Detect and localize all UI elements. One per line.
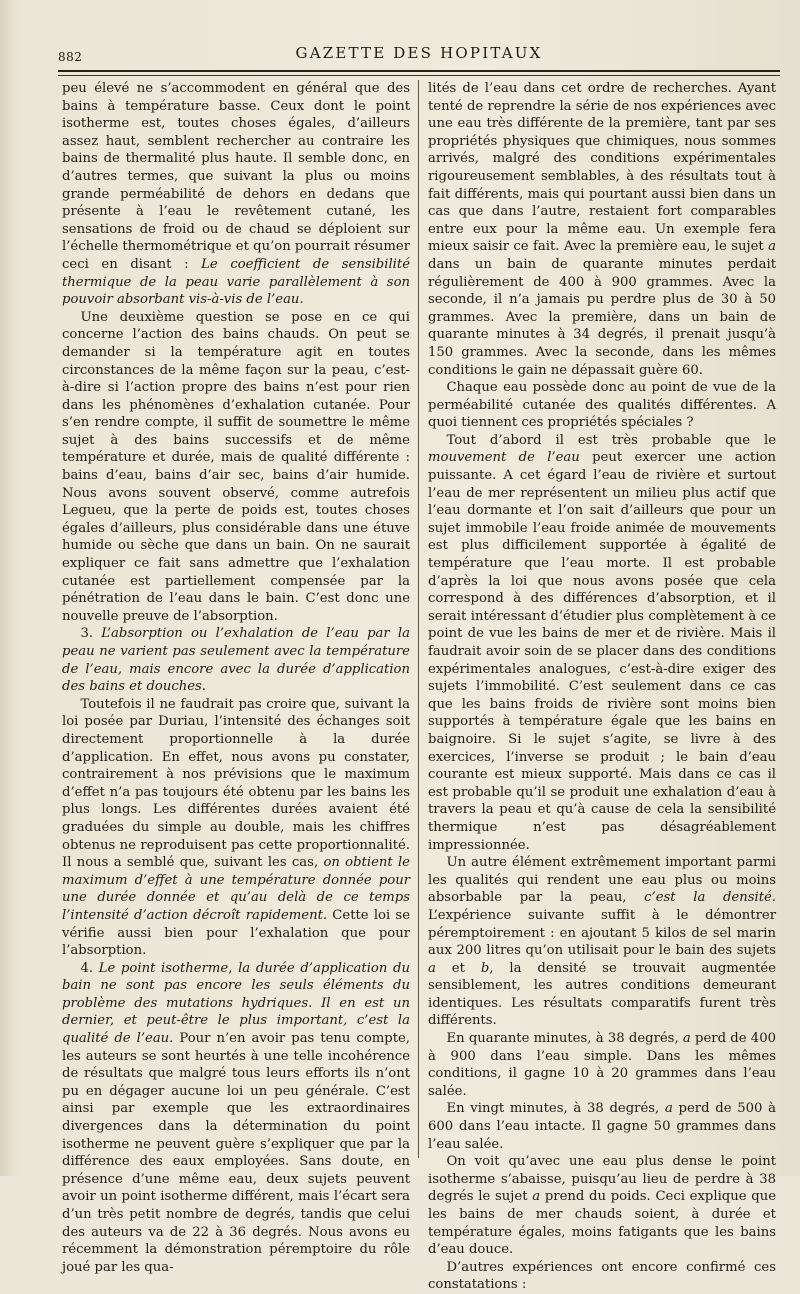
- left-column: [62, 80, 410, 1275]
- text-run: lités de l’eau dans cet ordre de recherches. Ayant tenté de reprendre la série de nos expériences avec une eau très différente de la première, tant par ses propriétés physiques que chimiques, nous sommes arrivés, malgré des conditions expérimentales rigoureusement semblables, à des résultats tout à fait différents, mais qui pourtant aussi bien dans un cas que dans l’autre, restaient fort comparables entre eux pour la même eau. Un exemple fera mieux saisir ce fait. Avec la première eau, le sujet: [428, 81, 776, 255]
- text-run: Tout d’abord il est très probable que le: [446, 432, 776, 448]
- italic-text: mouvement de l’eau: [428, 450, 580, 466]
- italic-text: Le point isotherme: [98, 960, 229, 976]
- text-run: Cette loi se vérifie aussi bien pour l’exhalation que pour l’absorption.: [62, 907, 410, 959]
- text-run: Un autre élément extrêmement important parmi les qualités qui rendent une eau plus ou moins absorbable par la peau,: [428, 855, 776, 906]
- italic-text: la durée d’application du bain ne sont pas encore les seuls éléments du problème des mutations hydriques. Il en est un dernier, et peut-être le plus important, c’est la qualité de l’eau.: [62, 960, 410, 1047]
- italic-text: a: [682, 1031, 691, 1047]
- text-run: On voit qu’avec une eau plus dense le point isotherme s’abaisse, puisqu’au lieu de perdre à 38 degrés le sujet: [428, 1154, 776, 1205]
- italic-text: Le coefficient de sensibilité thermique de la peau varie parallèlement à son pouvoir absorbant vis-à-vis de l’eau.: [62, 256, 410, 308]
- italic-text: a: [532, 1189, 541, 1205]
- page-number: 882: [58, 50, 83, 64]
- paragraph: [428, 379, 776, 432]
- page-header: [58, 44, 780, 68]
- running-title: GAZETTE DES HOPITAUX: [295, 44, 543, 62]
- paragraph: [428, 854, 776, 1030]
- paragraph: [428, 1030, 776, 1100]
- text-run: Chaque eau possède donc au point de vue de la perméabilité cutanée des qualités différentes. A quoi tiennent ces propriétés spéciales ?: [428, 380, 776, 431]
- text-run: 3.: [80, 626, 102, 642]
- italic-text: a: [664, 1101, 673, 1117]
- paragraph: [62, 80, 410, 309]
- text-run: dans un bain de quarante minutes perdait régulièrement de 400 à 900 grammes. Avec la seconde, il n’a jamais pu perdre plus de 30 à 50 grammes. Avec la première, dans un bain de quarante minutes à 34 degrés, il prenait jusqu’à 150 grammes. Avec la seconde, dans les mêmes conditions le gain ne dépassait guère 60.: [428, 256, 776, 378]
- text-run: ,: [228, 960, 239, 976]
- text-run: et: [435, 960, 481, 976]
- text-run: perd de 500 à 600 dans l’eau intacte. Il gagne 50 grammes dans l’eau salée.: [428, 1101, 776, 1152]
- italic-text: a: [768, 239, 776, 255]
- text-run: L’expérience suivante suffit à le démontrer péremptoirement : en ajoutant 5 kilos de sel marin aux 200 litres qu’on utilisait pour le bain des sujets: [428, 907, 776, 959]
- text-run: prend du poids. Ceci explique que les bains de mer chauds soient, à durée et température égales, moins fatigants que les bains d’eau douce.: [428, 1189, 776, 1258]
- paragraph: [428, 432, 776, 854]
- text-run: Toutefois il ne faudrait pas croire que, suivant la loi posée par Duriau, l’intensité des échanges soit directement proportionnelle à la durée d’application. En effet, nous avons pu constater, contrairement à nos prévisions que le maximum d’effet n’a pas toujours été obtenu par les bains les plus longs. Les différentes durées avaient été graduées du simple au double, mais les chiffres obtenus ne reproduisent pas cette proportionnalité. Il nous a semblé que, suivant les cas,: [62, 696, 410, 871]
- paragraph: [428, 1153, 776, 1259]
- text-run: peut exercer une action puissante. A cet égard l’eau de rivière et surtout l’eau de mer représentent un milieu plus actif que l’eau dormante et l’on sait d’ailleurs que pour un sujet immobile l’eau froide animée de mouvements est plus difficilement supportée à égalité de température que l’eau morte. Il est probable d’après la loi que nous avons posée que cela correspond à des différences d’absorption, et il serait intéressant d’étudier plus complètement à ce point de vue les bains de mer et de rivière. Mais il faudrait avoir soin de se placer dans des conditions expérimentales analogues, c’est-à-dire exiger des sujets l’immobilité. C’est seulement dans ce cas que les bains froids de rivière sont moins bien supportés à température égale que les bains en baignoire. Si le sujet s’agite, se livre à des exercices, l’inverse se produit ; le bain d’eau courante est mieux supporté. Mais dans ce cas il est probable qu’il se produit une exhalation d’eau à travers la peau et qu’à cause de cela la sensibilité thermique n’est pas désagréablement impressionnée.: [428, 450, 776, 853]
- text-run: , la densité se trouvait augmentée sensiblement, les autres conditions demeurant identiques. Les résultats comparatifs furent très différents.: [428, 960, 776, 1029]
- text-run: Pour n’en avoir pas tenu compte, les auteurs se sont heurtés à une telle incohérence de résultats que malgré tous leurs efforts ils n’ont pu en dégager aucune loi un peu générale. C’est ainsi par exemple que les extraordinaires divergences dans la détermination du point isotherme ne peuvent guère s’expliquer que par la différence des eaux employées. Sans doute, en présence d’une même eau, deux sujets peuvent avoir un point isotherme différent, mais l’écart sera d’un très petit nombre de degrés, tandis que celui des auteurs va de 22 à 36 degrés. Nous avons eu récemment la démonstration péremptoire du rôle joué par les qua-: [62, 1031, 410, 1275]
- text-run: En vingt minutes, à 38 degrés,: [446, 1101, 665, 1117]
- right-column: [428, 80, 776, 1293]
- paragraph: [428, 1259, 776, 1294]
- paragraph: [62, 696, 410, 960]
- text-run: D’autres expériences ont encore confirmé ces constatations :: [428, 1259, 776, 1293]
- paragraph: [62, 309, 410, 626]
- italic-text: on obtient le maximum d’effet à une température donnée pour une durée donnée et qu’au delà de ce temps l’intensité d’action décroît rapidement.: [62, 855, 410, 923]
- paragraph: [62, 960, 410, 1277]
- paragraph: [62, 625, 410, 695]
- italic-text: b: [480, 960, 490, 976]
- italic-text: a: [428, 960, 436, 976]
- paragraph: [428, 1100, 776, 1153]
- text-run: 4.: [80, 960, 99, 976]
- text-run: Une deuxième question se pose en ce qui concerne l’action des bains chauds. On peut se demander si la température agit en toutes circonstances de la même façon sur la peau, c’est-à-dire si l’action propre des bains n’est pour rien dans les phénomènes d’exhalation cutanée. Pour s’en rendre compte, il suffit de soumettre le même sujet à des bains successifs et de même température et durée, mais de qualité différente : bains d’eau, bains d’air sec, bains d’air humide. Nous avons souvent observé, comme autrefois Legueu, que la perte de poids est, toutes choses égales d’ailleurs, plus considérable dans une étuve humide ou sèche que dans un bain. On ne saurait expliquer ce fait sans admettre que l’exhalation cutanée est partiellement compensée par la pénétration de l’eau dans le bain. C’est donc une nouvelle preuve de l’absorption.: [62, 309, 410, 624]
- header-rule-thick: [58, 70, 780, 72]
- text-run: perd de 400 à 900 dans l’eau simple. Dans les mêmes conditions, il gagne 10 à 20 grammes dans l’eau salée.: [428, 1031, 776, 1099]
- italic-text: c’est la densité.: [644, 890, 776, 906]
- header-rule-thin: [58, 75, 780, 76]
- text-run: peu élevé ne s’accommodent en général que des bains à température basse. Ceux dont le point isotherme est, toutes choses égales, d’ailleurs assez haut, semblent rechercher au contraire les bains de thermalité plus haute. Il semble donc, en d’autres termes, que suivant la plus ou moins grande perméabilité de dehors en dedans que présente à l’eau le revêtement cutané, les sensations de froid ou de chaud se déploient sur l’échelle thermométrique et qu’on pourrait résumer ceci en disant :: [62, 81, 410, 272]
- paragraph: [428, 80, 776, 379]
- column-divider: [418, 80, 419, 1158]
- italic-text: L’absorption ou l’exhalation de l’eau par la peau ne varient pas seulement avec la température de l’eau, mais encore avec la durée d’application des bains et douches.: [62, 626, 410, 695]
- text-run: En quarante minutes, à 38 degrés,: [446, 1031, 683, 1047]
